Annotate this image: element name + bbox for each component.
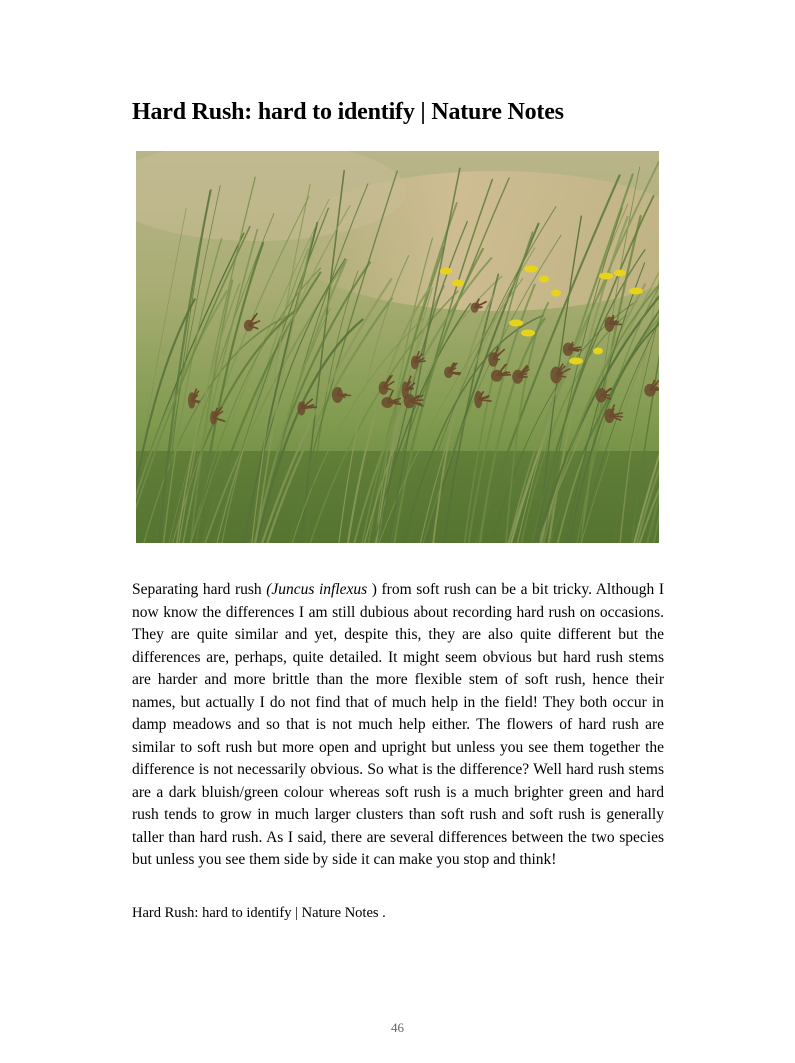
yellow-flower: [509, 320, 523, 327]
yellow-flower: [629, 288, 643, 295]
page-number: 46: [391, 1020, 404, 1035]
paragraph-text-start: Separating hard rush: [132, 581, 267, 598]
article-paragraph: [132, 579, 664, 872]
yellow-flower: [452, 280, 464, 287]
paragraph-text-rest: ) from soft rush can be a bit tricky. Although I now know the differences I am still dubious about recording hard rush on occasions. They are quite similar and yet, despite this, they are also quite different but the differences are, perhaps, quite detailed. It might seem obvious but hard rush stems are harder and more brittle than the more flexible stem of soft rush, hence their names, but actually I do not find that of much help in the field! They both occur in damp meadows and so that is not much help either. The flowers of hard rush are similar to soft rush but more open and upright but unless you see them together the difference is not necessarily obvious. So what is the difference? Well hard rush stems are a dark bluish/green colour whereas soft rush is a much brighter green and hard rush tends to grow in much larger clusters than soft rush and soft rush is generally taller than hard rush. As I said, there are several differences between the two species but unless you see them side by side it can make you stop and think!: [132, 581, 664, 868]
yellow-flower: [539, 276, 549, 283]
yellow-flower: [440, 268, 452, 275]
hard-rush-photo: [136, 151, 659, 543]
yellow-flower: [524, 266, 538, 273]
yellow-flower: [569, 358, 583, 365]
species-name: (Juncus inflexus: [266, 581, 368, 598]
yellow-flower: [521, 330, 535, 337]
yellow-flower: [593, 348, 603, 355]
page-title: Hard Rush: hard to identify | Nature Notes: [132, 99, 564, 125]
yellow-flower: [599, 273, 613, 280]
source-line: Hard Rush: hard to identify | Nature Notes .: [132, 905, 386, 921]
yellow-flower: [614, 270, 626, 277]
yellow-flower: [551, 290, 561, 297]
